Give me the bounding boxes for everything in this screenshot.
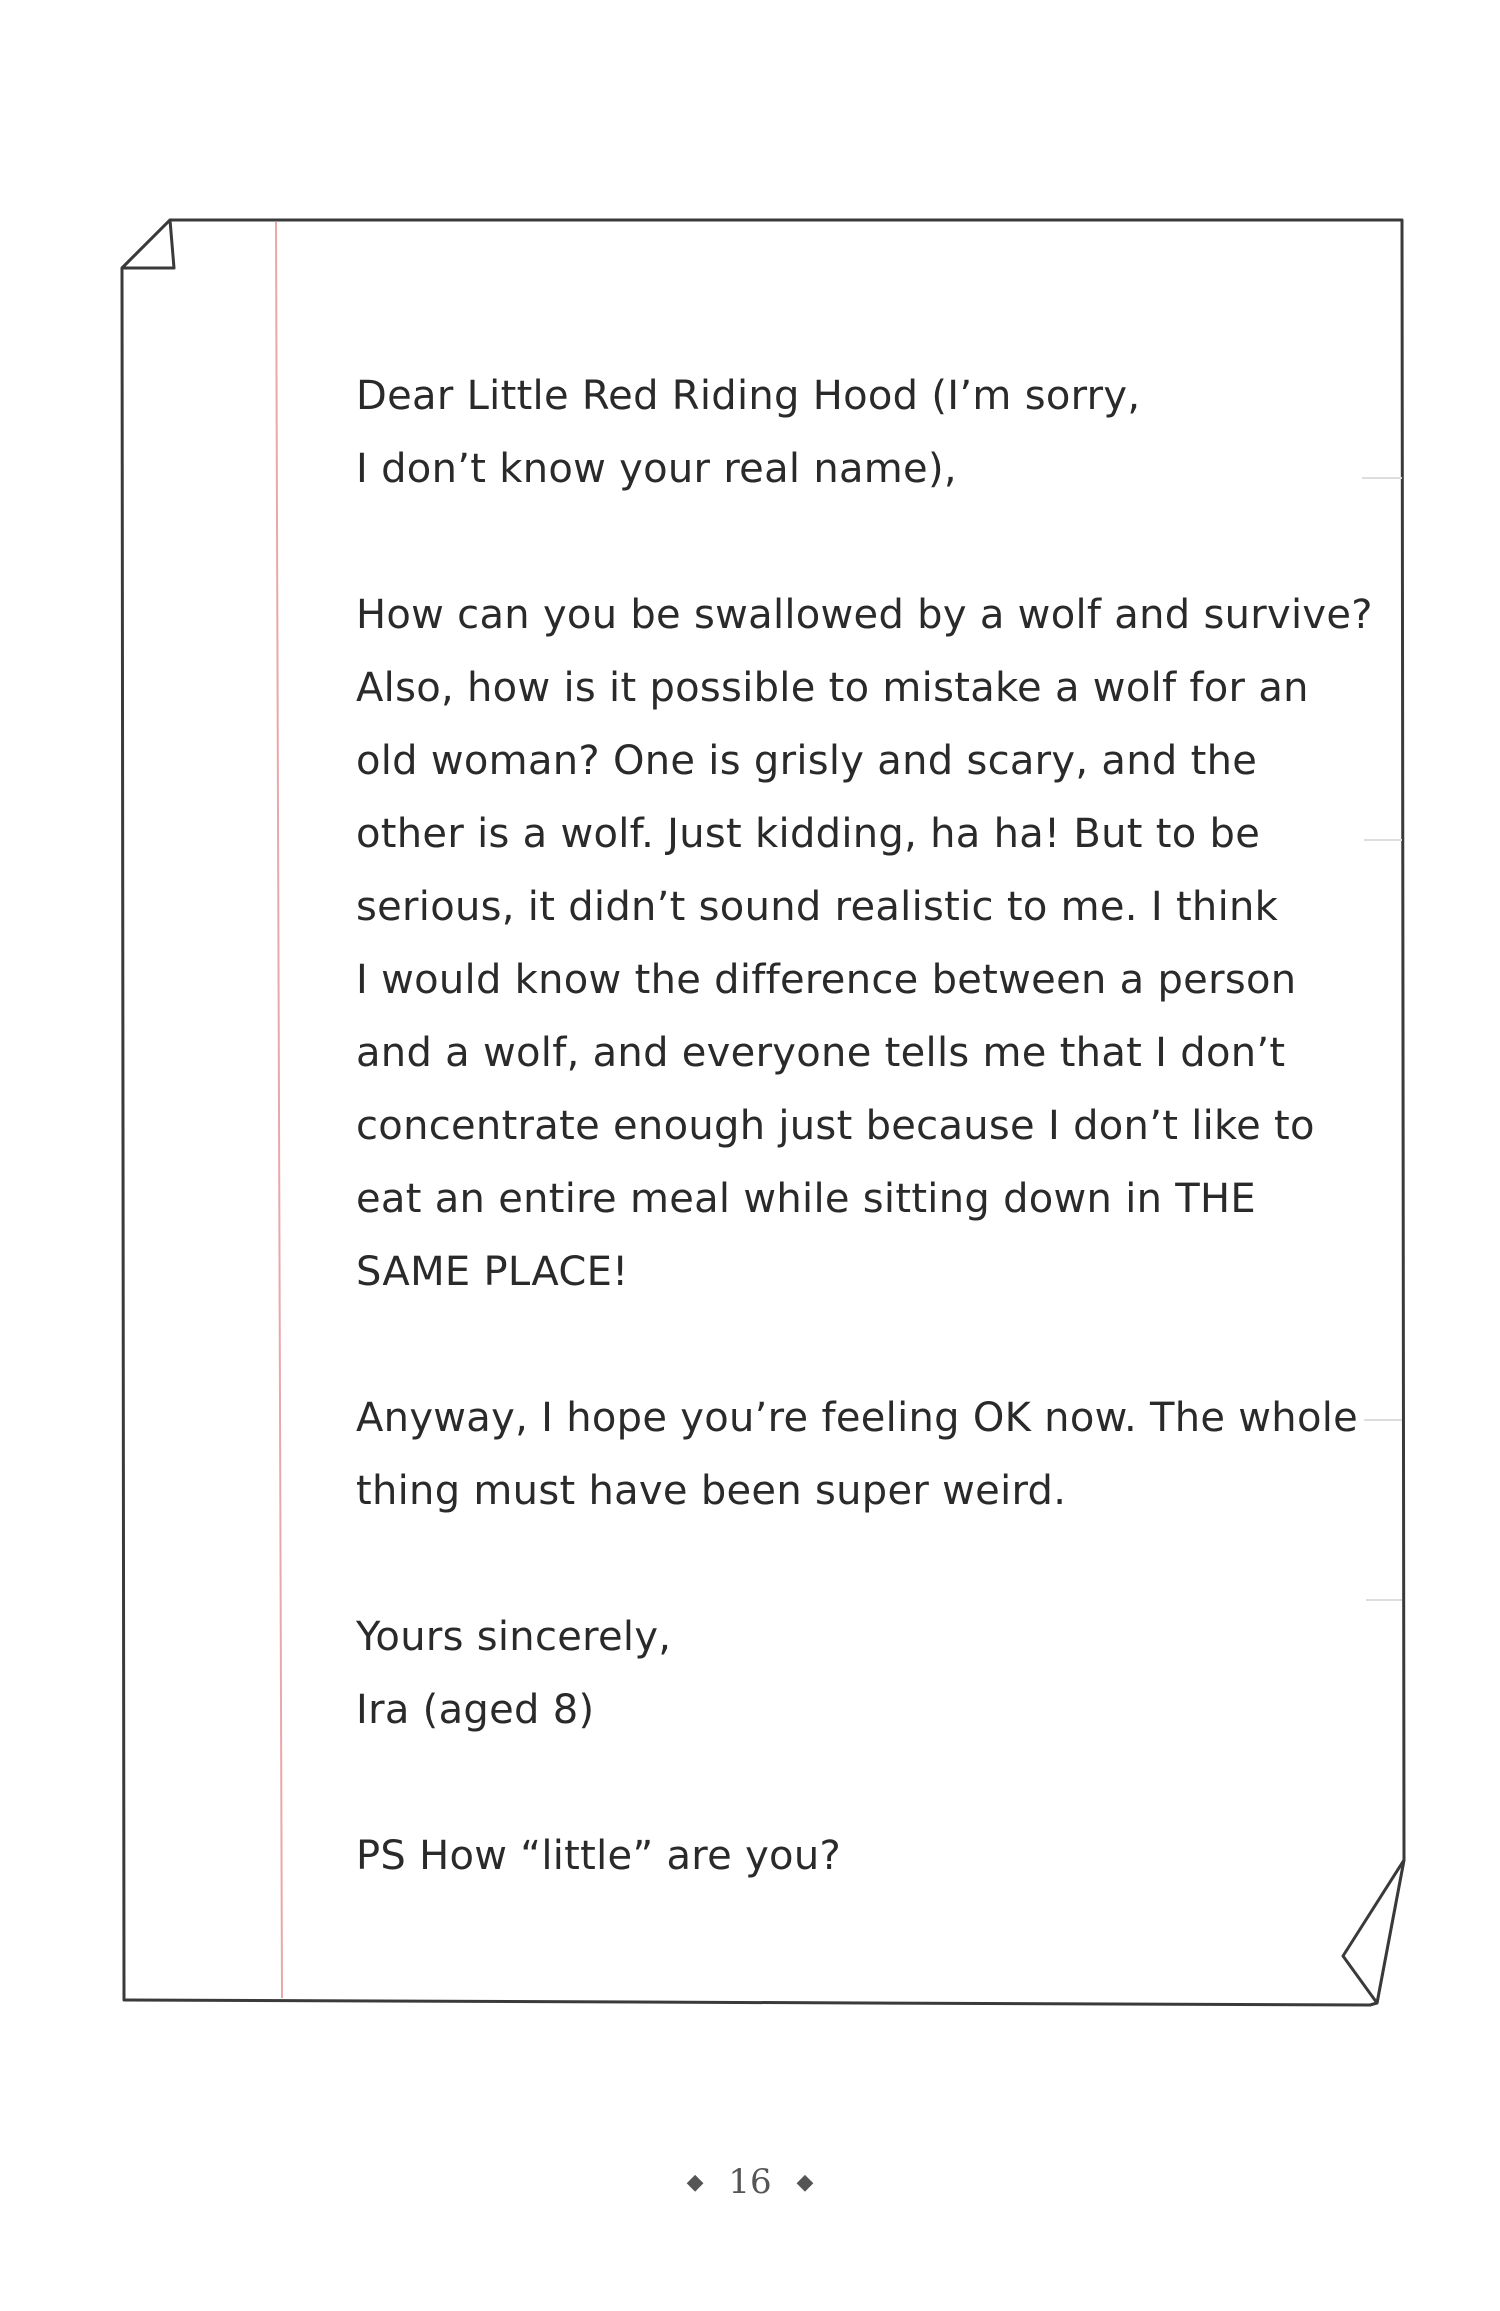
letter-line: other is a wolf. Just kidding, ha ha! But to be bbox=[356, 811, 1261, 857]
letter-line: How can you be swallowed by a wolf and survive? bbox=[356, 592, 1373, 638]
letter-line: old woman? One is grisly and scary, and the bbox=[356, 738, 1258, 784]
letter-line: SAME PLACE! bbox=[356, 1249, 629, 1295]
letter-line: thing must have been super weird. bbox=[356, 1468, 1067, 1514]
page-footer bbox=[0, 2160, 1500, 2202]
letter-line: eat an entire meal while sitting down in THE bbox=[356, 1176, 1256, 1222]
letter-line: Anyway, I hope you’re feeling OK now. The whole bbox=[356, 1395, 1359, 1441]
paragraph-gap bbox=[356, 1747, 1306, 1820]
letter-line: concentrate enough just because I don’t like to bbox=[356, 1103, 1315, 1149]
letter-line: Also, how is it possible to mistake a wolf for an bbox=[356, 665, 1309, 711]
paragraph-gap bbox=[356, 1528, 1306, 1601]
letter-line: I would know the difference between a person bbox=[356, 957, 1297, 1003]
ornament-left-icon: ◆ bbox=[686, 2169, 704, 2195]
letter-line: serious, it didn’t sound realistic to me. I think bbox=[356, 884, 1279, 930]
letter-signature: Ira (aged 8) bbox=[356, 1687, 595, 1733]
folded-corner-top-left bbox=[122, 220, 174, 268]
letter-line: and a wolf, and everyone tells me that I don’t bbox=[356, 1030, 1286, 1076]
letter-body bbox=[356, 360, 1373, 1893]
letter-line: I don’t know your real name), bbox=[356, 446, 957, 492]
page-number: 16 bbox=[728, 2162, 772, 2202]
letter-closing: Yours sincerely, bbox=[356, 1614, 672, 1660]
paragraph-gap bbox=[356, 1309, 1306, 1382]
paragraph-gap bbox=[356, 506, 1306, 579]
letter-line: Dear Little Red Riding Hood (I’m sorry, bbox=[356, 373, 1141, 419]
ornament-right-icon: ◆ bbox=[796, 2169, 814, 2195]
letter-postscript: PS How “little” are you? bbox=[356, 1833, 842, 1879]
